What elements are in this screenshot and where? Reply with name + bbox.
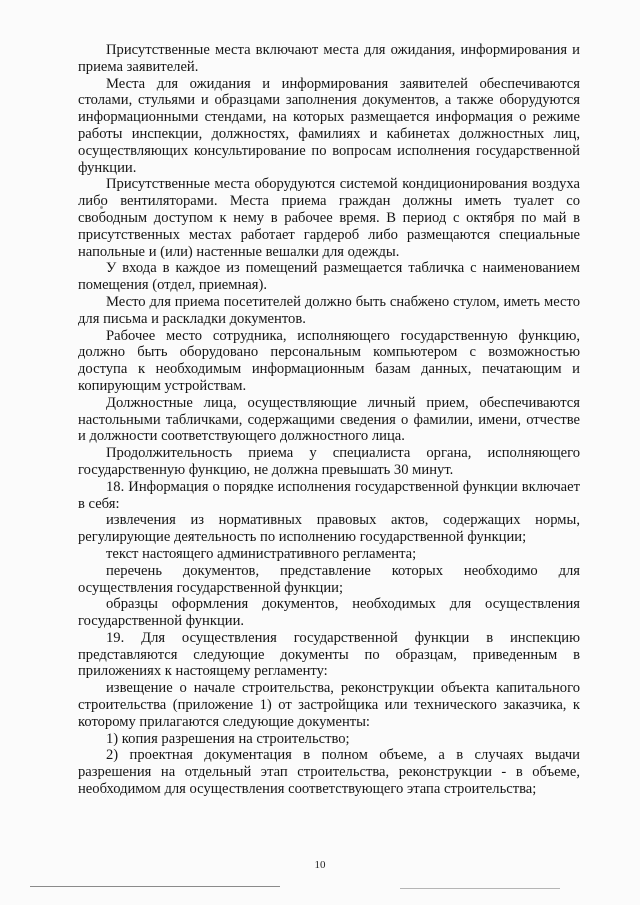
- scan-artifact-line: [400, 888, 560, 889]
- section-19-paragraph: 19. Для осуществления государственной функции в инспекцию представляются следующие документы по образцам, приведенным в приложениях к настоящему регламенту:: [78, 629, 580, 680]
- list-paragraph: образцы оформления документов, необходимых для осуществления государственной функции.: [78, 596, 580, 630]
- list-paragraph: перечень документов, представление которых необходимо для осуществления государственной функции;: [78, 562, 580, 596]
- paragraph: Продолжительность приема у специалиста органа, исполняющего государственную функцию, не должна превышать 30 минут.: [78, 445, 580, 478]
- list-paragraph: текст настоящего административного регламента;: [106, 545, 417, 562]
- list-paragraph: извлечения из нормативных правовых актов, содержащих нормы, регулирующие деятельность по исполнению государственной функции;: [78, 512, 580, 546]
- paragraph: извещение о начале строительства, реконструкции объекта капитального строительства (приложение 1) от застройщика или технического заказчика, к которому прилагаются следующие документы:: [78, 680, 580, 730]
- body-text: [78, 42, 580, 798]
- paragraph: Места для ожидания и информирования заявителей обеспечиваются столами, стульями и образцами заполнения документов, а также оборудуются информационными стендами, на которых размещается информация о режиме работы инспекции, должностях, фамилиях и кабинетах должностных лиц, осуществляющих консультирование по вопросам исполнения государственной функции.: [78, 75, 580, 176]
- paragraph: Место для приема посетителей должно быть снабжено стулом, иметь место для письма и раскладки документов.: [78, 293, 580, 327]
- numbered-item: 2) проектная документация в полном объеме, а в случаях выдачи разрешения на отдельный этап строительства, реконструкции - в объеме, необходимом для осуществления соответствующего этапа строительства;: [78, 747, 580, 798]
- page-number: 10: [314, 859, 326, 871]
- section-18-paragraph: 18. Информация о порядке исполнения государственной функции включает в себя:: [78, 478, 580, 512]
- paragraph: Должностные лица, осуществляющие личный прием, обеспечиваются настольными табличками, содержащими сведения о фамилии, имени, отчестве и должности соответствующего должностного лица.: [78, 394, 580, 445]
- numbered-item: 1) копия разрешения на строительство;: [106, 730, 350, 747]
- paragraph: Рабочее место сотрудника, исполняющего государственную функцию, должно быть оборудовано персональным компьютером с возможностью доступа к необходимым информационным базам данных, печатающим и копирующим устройствам.: [78, 327, 580, 394]
- paragraph: Присутственные места включают места для ожидания, информирования и приема заявителей.: [78, 42, 580, 75]
- paragraph: У входа в каждое из помещений размещается табличка с наименованием помещения (отдел, приемная).: [78, 260, 580, 294]
- paragraph: Присутственные места оборудуются системой кондиционирования воздуха либо вентиляторами. Места приема граждан должны иметь туалет со свободным доступом к нему в рабочее время. В период с октября по май в присутственных местах работает гардероб либо размещаются специальные напольные и (или) настенные вешалки для одежды.: [78, 176, 580, 260]
- scan-artifact-line: [30, 886, 280, 887]
